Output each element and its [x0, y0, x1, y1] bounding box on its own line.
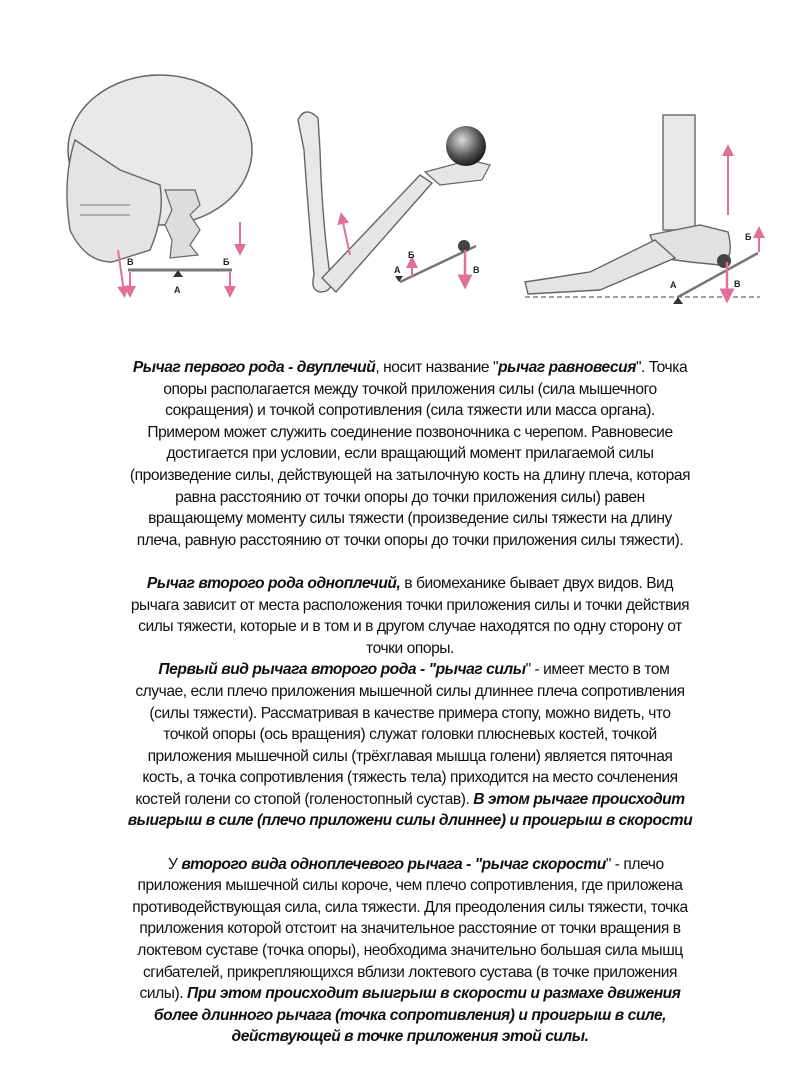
text-segment: (силы тяжести). Рассматривая в качестве примера стопу, можно видеть, что [149, 704, 671, 722]
text-line [50, 616, 770, 638]
text-segment: точки опоры. [366, 639, 454, 657]
label-b: Б [408, 250, 415, 260]
paragraph-gap [50, 832, 770, 854]
text-line [50, 767, 770, 789]
text-line [50, 379, 770, 401]
text-segment: " - плечо [605, 855, 664, 873]
text-line [50, 703, 770, 725]
cervical-spine [165, 190, 200, 258]
tibia [663, 115, 695, 230]
emphasis-text: второго вида одноплечевого рычага - "рычаг скорости [181, 855, 606, 873]
text-line [50, 422, 770, 444]
text-segment: достигается при условии, если вращающий момент прилагаемой силы [166, 445, 654, 463]
foot-lever-figure [525, 115, 760, 304]
text-segment: случае, если плечо приложения мышечной силы длиннее плеча сопротивления [135, 682, 685, 700]
foot-bones [525, 240, 675, 294]
text-segment: " - имеет место в том [525, 661, 670, 679]
text-line [50, 681, 770, 703]
text-line [50, 918, 770, 940]
emphasis-text: действующей в точке приложения этой силы. [231, 1028, 589, 1046]
arm-lever-figure [298, 112, 490, 292]
label-b: Б [745, 232, 752, 242]
text-segment: кость, а точка сопротивления (тяжесть тела) приходится на место сочленения [142, 769, 678, 787]
body-text [50, 357, 770, 1048]
text-segment: плеча, равную расстоянию от точки опоры до точки приложения силы тяжести). [136, 531, 684, 549]
text-segment: рычага зависит от места расположения точки приложения силы и точки действия [130, 596, 690, 614]
text-segment: У [156, 855, 182, 873]
text-line [50, 357, 770, 379]
text-segment: противодействующая сила, сила тяжести. Для преодоления силы тяжести, точка [132, 898, 688, 916]
text-line [50, 875, 770, 897]
text-segment: сгибателей, прикрепляющихся вблизи локтевого сустава (в точке приложения [142, 963, 678, 981]
emphasis-text: более длинного рычага (точка сопротивления) и проигрыш в силе, [153, 1006, 667, 1024]
text-line [50, 724, 770, 746]
text-segment: локтевом суставе (точка опоры), необходима значительно большая сила мышц [137, 942, 683, 960]
text-segment: силы тяжести, которые и в том и в другом случае находятся по одну сторону от [138, 618, 682, 636]
text-line [50, 638, 770, 660]
label-a: А [394, 265, 401, 275]
text-segment: точкой опоры (ось вращения) служат головки плюсневых костей, точкой [163, 726, 657, 744]
text-line [50, 659, 770, 681]
emphasis-text: Рычаг второго рода одноплечий, [146, 574, 401, 592]
emphasis-text: Рычаг первого рода - двуплечий [132, 359, 376, 376]
emphasis-text: В этом рычаге происходит [473, 790, 685, 808]
text-line [50, 1005, 770, 1027]
text-line [50, 940, 770, 962]
text-line [50, 789, 770, 811]
emphasis-text: Первый вид рычага второго рода - "рычаг силы [158, 661, 526, 679]
text-segment: приложения которой отстоит на значительное расстояние от точки вращения в [139, 920, 681, 938]
text-line [50, 983, 770, 1005]
lever-illustrations [0, 0, 800, 320]
text-line [50, 810, 770, 832]
text-segment: сокращения) и точкой сопротивления (сила тяжести или масса органа). [165, 402, 655, 420]
text-segment: опоры располагается между точкой приложения силы (сила мышечного [163, 380, 657, 398]
emphasis-text: выигрыш в силе (плечо приложени силы длиннее) и проигрыш в скорости [127, 812, 693, 830]
label-b: Б [223, 257, 230, 267]
text-line [50, 530, 770, 552]
label-v: В [473, 265, 480, 275]
text-segment: (произведение силы, действующей на затылочную кость на длину плеча, которая [129, 466, 691, 484]
humerus [298, 112, 331, 292]
text-line [50, 465, 770, 487]
text-segment: приложения мышечной силы (трёхглавая мышца голени) является пяточная [147, 747, 673, 765]
text-segment: ". Точка [635, 359, 688, 376]
text-line [50, 854, 770, 876]
skull-lever-figure [67, 75, 252, 295]
text-line [50, 400, 770, 422]
text-line [50, 746, 770, 768]
text-line [50, 443, 770, 465]
text-line [50, 508, 770, 530]
text-line [50, 595, 770, 617]
text-segment: костей голени со стопой (голеностопный сустав). [135, 790, 474, 808]
label-a: А [670, 280, 677, 290]
text-segment: вращающему моменту силы тяжести (произведение силы тяжести на длину [148, 510, 672, 528]
label-v: В [734, 279, 741, 289]
text-line [50, 573, 770, 595]
text-segment: в биомеханике бывает двух видов. Вид [400, 574, 674, 592]
text-line [50, 487, 770, 509]
label-v: В [127, 257, 134, 267]
text-segment: силы). [139, 985, 188, 1003]
ball [446, 126, 486, 166]
paragraph-gap [50, 551, 770, 573]
text-segment: Примером может служить соединение позвоночника с черепом. Равновесие [147, 423, 673, 441]
text-segment: приложения мышечной силы короче, чем плечо сопротивления, где приложена [137, 877, 683, 895]
text-segment: равна расстоянию от точки опоры до точки приложения силы) равен [175, 488, 645, 506]
text-line [50, 897, 770, 919]
label-a: А [174, 285, 181, 295]
emphasis-text: При этом происходит выигрыш в скорости и размахе движения [187, 985, 681, 1003]
text-segment: , носит название " [375, 359, 499, 376]
emphasis-text: рычаг равновесия [498, 359, 636, 376]
text-line [50, 962, 770, 984]
text-line [50, 1026, 770, 1048]
